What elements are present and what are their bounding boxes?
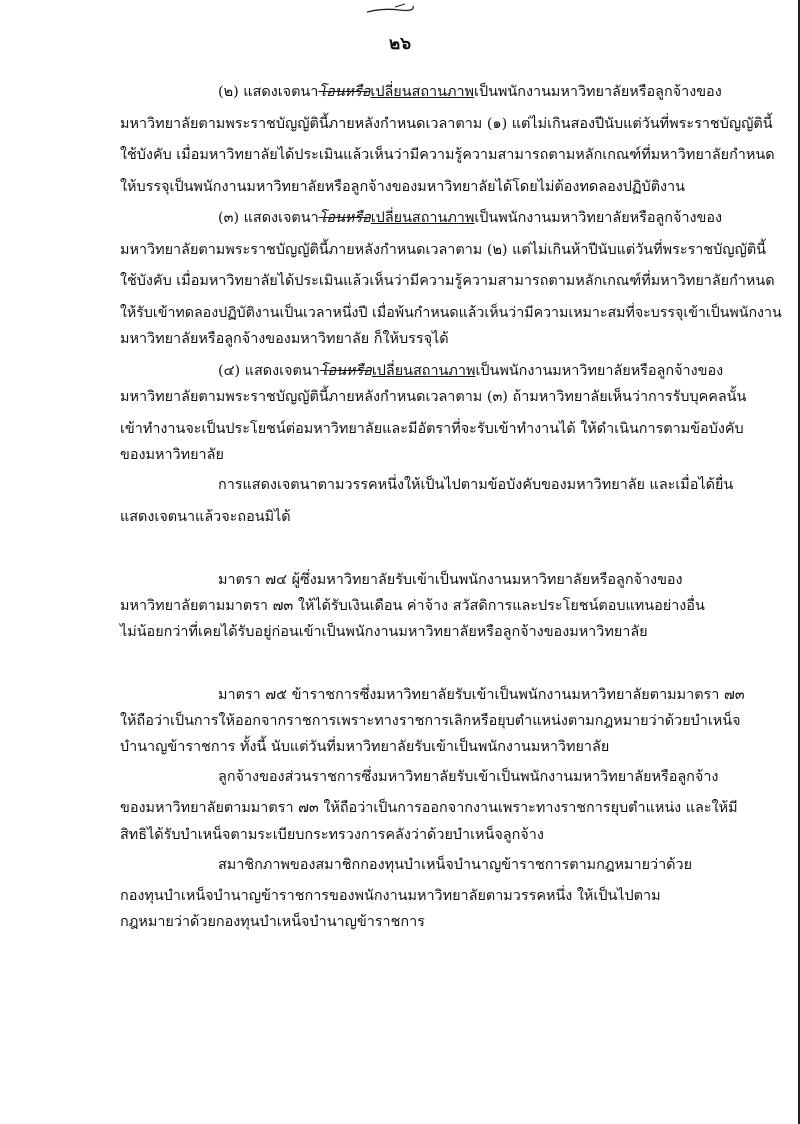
paragraph-3-line-2: มหาวิทยาลัยตามพระราชบัญญัตินี้ภายหลังกำหนดเวลาตาม (๒) แต่ไม่เกินห้าปีนับแต่วันที่พระราชบัญญัตินี้ xyxy=(120,242,766,258)
section-75-line-3: บำนาญข้าราชการ ทั้งนี้ นับแต่วันที่มหาวิทยาลัยรับเข้าเป็นพนักงานมหาวิทยาลัย xyxy=(120,739,610,755)
line-text: เป็นพนักงานมหาวิทยาลัยหรือลูกจ้างของ xyxy=(474,210,723,226)
paragraph-3-line-5: มหาวิทยาลัยหรือลูกจ้างของมหาวิทยาลัย ก็ให้บรรจุได้ xyxy=(120,331,449,347)
underlined-text: เปลี่ยนสถานภาพ xyxy=(371,363,476,379)
underlined-text: เปลี่ยนสถานภาพ xyxy=(370,84,475,100)
section-75-para-2-line-3: สิทธิได้รับบำเหน็จตามระเบียบกระทรวงการคลังว่าด้วยบำเหน็จลูกจ้าง xyxy=(120,827,544,843)
section-75-para-2-line-1: ลูกจ้างของส่วนราชการซึ่งมหาวิทยาลัยรับเข้าเป็นพนักงานมหาวิทยาลัยหรือลูกจ้าง xyxy=(218,769,719,785)
paragraph-3-line-4: ให้รับเข้าทดลองปฏิบัติงานเป็นเวลาหนึ่งปี เมื่อพ้นกำหนดแล้วเห็นว่ามีความเหมาะสมที่จะบรรจุเข้าเป็นพนักงาน xyxy=(120,305,782,321)
section-75-para-3-line-2: กองทุนบำเหน็จบำนาญข้าราชการของพนักงานมหาวิทยาลัยตามวรรคหนึ่ง ให้เป็นไปตาม xyxy=(120,888,661,904)
item-prefix: (๔) แสดงเจตนา xyxy=(218,363,320,379)
paragraph-4-line-4: ของมหาวิทยาลัย xyxy=(120,447,224,463)
paragraph-3-line-3: ใช้บังคับ เมื่อมหาวิทยาลัยได้ประเมินแล้วเห็นว่ามีความรู้ความสามารถตามหลักเกณฑ์ที่มหาวิทยาลัยกำหนด xyxy=(120,273,775,289)
item-prefix: (๓) แสดงเจตนา xyxy=(218,210,319,226)
paragraph-2-line-1 xyxy=(218,83,722,101)
paragraph-5-line-2: แสดงเจตนาแล้วจะถอนมิได้ xyxy=(120,509,291,525)
section-75-line-2: ให้ถือว่าเป็นการให้ออกจากราชการเพราะทางราชการเลิกหรือยุบตำแหน่งตามกฎหมายว่าด้วยบำเหน็จ xyxy=(120,713,741,729)
item-prefix: (๒) แสดงเจตนา xyxy=(218,84,319,100)
section-75-para-2-line-2: ของมหาวิทยาลัยตามมาตรา ๗๓ ให้ถือว่าเป็นการออกจากงานเพราะทางราชการยุบตำแหน่ง และให้มี xyxy=(120,800,738,816)
paragraph-4-line-3: เข้าทำงานจะเป็นประโยชน์ต่อมหาวิทยาลัยและมีอัตราที่จะรับเข้าทำงานได้ ให้ดำเนินการตามข้อบังคับ xyxy=(120,421,744,437)
paragraph-2-line-3: ใช้บังคับ เมื่อมหาวิทยาลัยได้ประเมินแล้วเห็นว่ามีความรู้ความสามารถตามหลักเกณฑ์ที่มหาวิทยาลัยกำหนด xyxy=(120,147,775,163)
paragraph-3-line-1 xyxy=(218,209,722,227)
paragraph-4-line-2: มหาวิทยาลัยตามพระราชบัญญัตินี้ภายหลังกำหนดเวลาตาม (๓) ถ้ามหาวิทยาลัยเห็นว่าการรับบุคคลนั้น xyxy=(120,389,747,405)
struck-text: โอนหรือ xyxy=(318,210,371,226)
section-75-para-3-line-1: สมาชิกภาพของสมาชิกกองทุนบำเหน็จบำนาญข้าราชการตามกฎหมายว่าด้วย xyxy=(218,857,693,873)
line-text: เป็นพนักงานมหาวิทยาลัยหรือลูกจ้างของ xyxy=(475,363,724,379)
line-text: เป็นพนักงานมหาวิทยาลัยหรือลูกจ้างของ xyxy=(474,84,722,100)
section-74-line-3: ไม่น้อยกว่าที่เคยได้รับอยู่ก่อนเข้าเป็นพนักงานมหาวิทยาลัยหรือลูกจ้างของมหาวิทยาลัย xyxy=(120,624,648,640)
section-74-line-1: มาตรา ๗๔ ผู้ซึ่งมหาวิทยาลัยรับเข้าเป็นพนักงานมหาวิทยาลัยหรือลูกจ้างของ xyxy=(218,572,683,588)
struck-text: โอนหรือ xyxy=(319,363,372,379)
section-75-line-1: มาตรา ๗๕ ข้าราชการซึ่งมหาวิทยาลัยรับเข้าเป็นพนักงานมหาวิทยาลัยตามมาตรา ๗๓ xyxy=(218,687,745,703)
paragraph-4-line-1 xyxy=(218,362,723,380)
paragraph-5-line-1: การแสดงเจตนาตามวรรคหนึ่งให้เป็นไปตามข้อบังคับของมหาวิทยาลัย และเมื่อได้ยื่น xyxy=(218,477,734,493)
paragraph-2-line-4: ให้บรรจุเป็นพนักงานมหาวิทยาลัยหรือลูกจ้างของมหาวิทยาลัยได้โดยไม่ต้องทดลองปฏิบัติงาน xyxy=(120,179,685,195)
handwritten-mark xyxy=(365,2,415,16)
section-74-line-2: มหาวิทยาลัยตามมาตรา ๗๓ ให้ได้รับเงินเดือน ค่าจ้าง สวัสดิการและประโยชน์ตอบแทนอย่างอื่น xyxy=(120,598,705,614)
page-number: ๒๖ xyxy=(389,34,411,54)
paragraph-2-line-2: มหาวิทยาลัยตามพระราชบัญญัตินี้ภายหลังกำหนดเวลาตาม (๑) แต่ไม่เกินสองปีนับแต่วันที่พระราชบัญญัตินี้ xyxy=(120,116,773,132)
struck-text: โอนหรือ xyxy=(318,84,371,100)
section-75-para-3-line-3: กฎหมายว่าด้วยกองทุนบำเหน็จบำนาญข้าราชการ xyxy=(120,914,425,930)
underlined-text: เปลี่ยนสถานภาพ xyxy=(370,210,475,226)
